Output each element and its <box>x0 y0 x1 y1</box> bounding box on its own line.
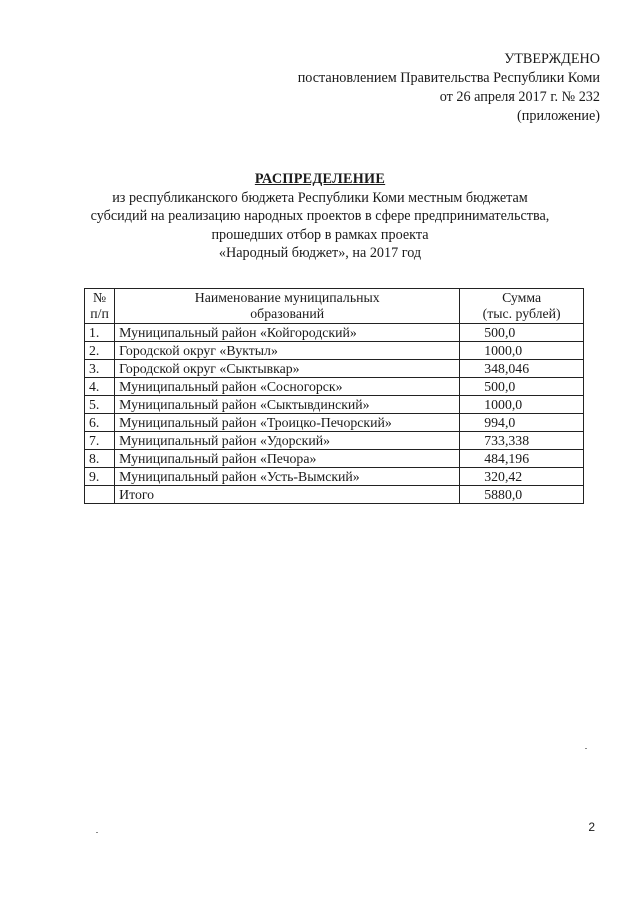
title-line-1: из республиканского бюджета Республики Коми местным бюджетам <box>112 189 528 206</box>
approval-stamp <box>298 50 600 126</box>
row-name: Муниципальный район «Усть-Вымский» <box>115 468 460 486</box>
row-name: Муниципальный район «Сыктывдинский» <box>115 396 460 414</box>
total-sum: 5880,0 <box>460 486 584 504</box>
header-sum <box>460 289 584 324</box>
total-label: Итого <box>115 486 460 504</box>
header-number-line1: № <box>92 290 107 305</box>
row-number: 8. <box>85 450 115 468</box>
header-number-line2: п/п <box>90 306 109 321</box>
header-name <box>115 289 460 324</box>
row-number: 1. <box>85 324 115 342</box>
row-sum: 1000,0 <box>460 342 584 360</box>
document-title <box>60 170 580 263</box>
row-sum: 500,0 <box>460 378 584 396</box>
row-number: 6. <box>85 414 115 432</box>
row-sum: 733,338 <box>460 432 584 450</box>
header-sum-line2: (тыс. рублей) <box>482 306 561 321</box>
row-number: 2. <box>85 342 115 360</box>
title-line-2: субсидий на реализацию народных проектов в сфере предпринимательства, <box>90 208 550 224</box>
row-number: 3. <box>85 360 115 378</box>
row-name: Городской округ «Сыктывкар» <box>115 360 460 378</box>
row-name: Городской округ «Вуктыл» <box>115 342 460 360</box>
table-total-row <box>85 486 584 504</box>
header-sum-line1: Сумма <box>502 290 542 305</box>
header-name-line1: Наименование муниципальных <box>194 290 380 305</box>
total-number <box>85 486 115 504</box>
approval-line-appendix: (приложение) <box>517 108 600 124</box>
table-row <box>85 378 584 396</box>
row-name: Муниципальный район «Печора» <box>115 450 460 468</box>
table-row <box>85 324 584 342</box>
table-row <box>85 414 584 432</box>
title-line-3: прошедших отбор в рамках проекта <box>211 226 429 243</box>
row-number: 7. <box>85 432 115 450</box>
table-row <box>85 468 584 486</box>
row-name: Муниципальный район «Койгородский» <box>115 324 460 342</box>
approval-line-approved: УТВЕРЖДЕНО <box>504 51 600 67</box>
table-row <box>85 360 584 378</box>
distribution-table <box>84 288 584 504</box>
row-name: Муниципальный район «Удорский» <box>115 432 460 450</box>
row-sum: 320,42 <box>460 468 584 486</box>
row-sum: 348,046 <box>460 360 584 378</box>
row-name: Муниципальный район «Троицко-Печорский» <box>115 414 460 432</box>
row-number: 9. <box>85 468 115 486</box>
table-row <box>85 432 584 450</box>
row-number: 5. <box>85 396 115 414</box>
approval-line-date: от 26 апреля 2017 г. № 232 <box>439 89 600 105</box>
table-row <box>85 396 584 414</box>
row-sum: 484,196 <box>460 450 584 468</box>
scan-speck <box>96 832 98 833</box>
table-row <box>85 450 584 468</box>
row-sum: 994,0 <box>460 414 584 432</box>
table-header-row <box>85 289 584 324</box>
row-name: Муниципальный район «Сосногорск» <box>115 378 460 396</box>
row-sum: 500,0 <box>460 324 584 342</box>
table-row <box>85 342 584 360</box>
title-heading: РАСПРЕДЕЛЕНИЕ <box>254 171 386 187</box>
page-number: 2 <box>588 820 595 834</box>
scan-speck <box>585 748 587 749</box>
header-name-line2: образований <box>250 306 325 321</box>
title-line-4: «Народный бюджет», на 2017 год <box>218 245 422 261</box>
header-number <box>85 289 115 324</box>
row-sum: 1000,0 <box>460 396 584 414</box>
row-number: 4. <box>85 378 115 396</box>
approval-line-decree: постановлением Правительства Республики Коми <box>297 70 600 86</box>
